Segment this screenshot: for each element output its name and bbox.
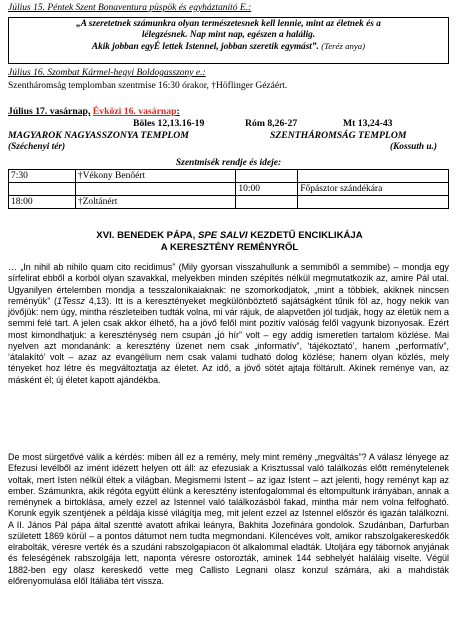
- left-intention: †Vékony Benőért: [75, 170, 236, 183]
- article-title-line-1: [0, 230, 459, 241]
- reading-1-ref: 12,13.16-19: [157, 118, 205, 129]
- quote-line-3: [9, 41, 448, 53]
- left-intention: [75, 183, 236, 196]
- right-intention: [298, 196, 449, 209]
- church-right-place: (Kossuth u.): [390, 142, 438, 152]
- sunday-heading: [8, 106, 180, 117]
- quote-line-1: „A szeretetnek számunkra olyan természetesnek kell lennie, mint az életnek és a: [76, 19, 381, 29]
- left-time: [9, 183, 76, 196]
- sunday-name: Évközi 16. vasárnap: [92, 106, 177, 117]
- article-title-pre: XVI. BENEDEK PÁPA,: [96, 230, 196, 241]
- mass-table-caption-row: [9, 157, 449, 170]
- mass-schedule-table: [8, 157, 449, 209]
- reading-1: [133, 118, 204, 129]
- left-time: 18:00: [9, 196, 76, 209]
- paragraph-1-part-a: … „In nihil ab nihilo quam cito recidimus” (Mily gyorsan visszahullunk a semmiből a semmibe) – mondja egy sírfelirat ebből a korból olyan szavakkal, melyekben minden szépítés nélkül megmutatkozik az, amire Pál utal. Ugyanilyen értelemben mondja a tesszalonikaiaknak: ne szomorkodjatok, „mint a többiek, akiknek nincsen reményük” (: [8, 262, 449, 306]
- friday-heading: Július 15. Péntek Szent Bonaventura püspök és egyháztanító E.:: [8, 3, 252, 13]
- saturday-mass-note: Szentháromság templomban szentmise 16:30 órakor, †Höflinger Gézáért.: [8, 81, 288, 91]
- quote-box: [8, 17, 449, 64]
- article-title-line-2: A KERESZTÉNY REMÉNYRŐL: [160, 242, 299, 253]
- article-title-post: KEZDETŰ ENCIKLIKÁJA: [250, 230, 363, 241]
- right-intention: Főpásztor szándékára: [298, 183, 449, 196]
- table-row: [9, 183, 449, 196]
- reading-2-book: Róm: [245, 118, 265, 129]
- right-time: [236, 196, 298, 209]
- mass-table-caption: Szentmisék rendje és ideje:: [9, 157, 449, 170]
- right-time: [236, 170, 298, 183]
- paragraph-1-reference: 1Tessz: [56, 295, 85, 306]
- paragraph-1-part-b: 4,13). Itt is a keresztényeket megkülönböztető sajátságként tűnik föl az, hogy nekik van jövőjük: nem úgy, mintha részleteiben tudták volna, mi vár rájuk, de alapvetően jól tudják, hogy az életük nem a semmi felé tart. A jelen csak akkor élhető, ha a jövő felől mint pozitív valóság felől vagyunk bizonyosak. Ezért most kimondhatjuk: a kereszténység nem csupán „jó hír” volt – egy addig ismeretlen tartalom közlése. Mai nyelven azt mondanánk: a keresztény üzenet nem csak „informatív”, ‘tájékoztató’, hanem „performatív”, ‘átalakító’ volt – azaz az evangélium nem csak valami tudható dolog közlése; hanem olyan közlés, mely tényeket hoz létre és megváltoztatja az életet. Az idő, a jövő sötét ajtaja föltárult. Akinek reménye van, az másként él; új életet kapott ajándékba.: [8, 295, 449, 385]
- reading-3-book: Mt: [343, 118, 356, 129]
- reading-1-book: Böles: [133, 118, 156, 129]
- left-intention: †Zoltánért: [75, 196, 236, 209]
- sunday-date: Július 17. vasárnap,: [8, 106, 91, 117]
- sunday-colon: :: [176, 106, 180, 117]
- reading-3-ref: 13,24-43: [357, 118, 393, 129]
- quote-author: (Teréz anya): [321, 41, 366, 52]
- saturday-heading: Július 16. Szombat Kármel-hegyi Boldogasszony e.:: [8, 68, 206, 78]
- reading-2: [245, 118, 297, 129]
- quote-line-2: lélegzésnek. Nap mint nap, egészen a halálig.: [141, 30, 316, 41]
- table-row: [9, 170, 449, 183]
- quote-line-3-text: Akik jobban egyÉ lettek Istennel, jobban szeretik egymást”.: [91, 42, 319, 53]
- right-intention: [298, 170, 449, 183]
- article-paragraph-2: De most sürgetővé válik a kérdés: miben áll ez a remény, mely mint remény „megváltás”? A válasz lényege az Efezusi levélből az imént idézett helyen ott áll: az efezusiak a Krisztussal való találkozás előtt reménytelenek voltak, mert Isten nélkül éltek a világban. Megismerni Istent – az igaz Istent – azt jelenti, hogy reményt kap az ember. Számunkra, akik régóta együtt élünk a keresztény istenfogalommal és eltompultunk irányában, annak a reménynek a birtoklása, amely ezzel az Istennel való találkozásból fakad, mintha már nem volna felfogható. Korunk egyik szentjének a példája kissé világítja meg, mit jelent ezzel az Istennel először és igazán találkozni. A II. János Pál pápa által szentté avatott afrikai leányra, Bakhita Jozefinára gondolok. Szudánban, Darfurban született 1869 körül – a pontos dátumot nem tudta megmondani. Kilencéves volt, amikor rabszolgakereskedők elrabolták, véresre verték és a szudáni rabszolgapiacon öt alkalommal eladták. Utoljára egy tábornok anyjának és feleségének rabszolgája lett, naponta véresre ostorozták, aminek 144 sebhelyét haláláig viselte. Végül 1882-ben egy olasz kereskedő vette meg Callisto Legnani olasz konzul számára, aki a mahdisták előrenyomulása elől Itáliába tért vissza.: [8, 452, 449, 586]
- church-right-name: SZENTHÁROMSÁG TEMPLOM: [270, 130, 407, 141]
- church-left-place: (Széchenyi tér): [8, 142, 66, 152]
- table-row: [9, 196, 449, 209]
- church-left-name: MAGYAROK NAGYASSZONYA TEMPLOM: [8, 130, 189, 141]
- right-time: 10:00: [236, 183, 298, 196]
- article-title-italic: SPE SALVI: [197, 230, 248, 241]
- left-time: 7:30: [9, 170, 76, 183]
- reading-3: [343, 118, 393, 129]
- reading-2-ref: 8,26-27: [267, 118, 298, 129]
- article-paragraph-1: [8, 262, 449, 386]
